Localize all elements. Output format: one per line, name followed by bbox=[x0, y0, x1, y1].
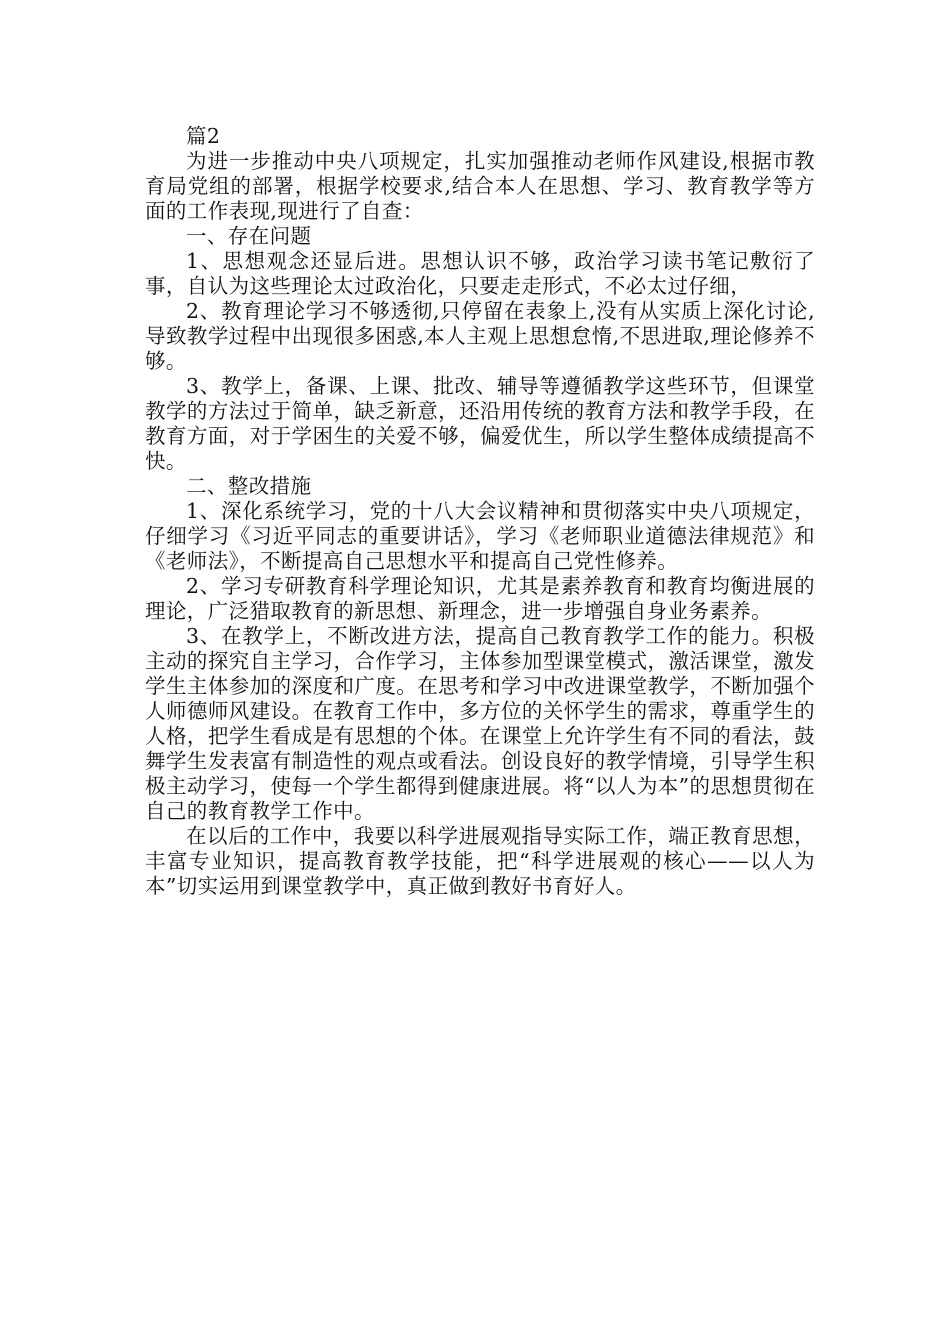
closing-paragraph: 在以后的工作中，我要以科学进展观指导实际工作，端正教育思想，丰富专业知识，提高教育教学技能，把“科学进展观的核心——以人为本”切实运用到课堂教学中，真正做到教好书育好人。 bbox=[145, 824, 815, 898]
intro-paragraph: 为进一步推动中央八项规定，扎实加强推动老师作风建设,根据市教育局党组的部署，根据学校要求,结合本人在思想、学习、教育教学等方面的工作表现,现进行了自查： bbox=[145, 149, 815, 223]
section-title-problems: 一、存在问题 bbox=[186, 224, 312, 248]
problem-item-3: 3、教学上，备课、上课、批改、辅导等遵循教学这些环节，但课堂教学的方法过于简单，缺乏新意，还沿用传统的教育方法和教学手段，在教育方面，对于学困生的关爱不够，偏爱优生，所以学生整体成绩提高不快。 bbox=[145, 374, 815, 473]
document-body bbox=[145, 124, 815, 899]
problem-item-2: 2、教育理论学习不够透彻,只停留在表象上,没有从实质上深化讨论,导致教学过程中出现很多困惑,本人主观上思想怠惰,不思进取,理论修养不够。 bbox=[145, 299, 815, 373]
problem-item-1: 1、思想观念还显后进。思想认识不够，政治学习读书笔记敷衍了事，自认为这些理论太过政治化，只要走走形式，不必太过仔细， bbox=[145, 249, 815, 298]
section-heading: 篇2 bbox=[186, 124, 221, 148]
measure-item-2: 2、学习专研教育科学理论知识，尤其是素养教育和教育均衡进展的理论，广泛猎取教育的新思想、新理念，进一步增强自身业务素养。 bbox=[145, 574, 815, 623]
measure-item-3: 3、在教学上，不断改进方法，提高自己教育教学工作的能力。积极主动的探究自主学习，合作学习，主体参加型课堂模式，激活课堂，激发学生主体参加的深度和广度。在思考和学习中改进课堂教学，不断加强个人师德师风建设。在教育工作中，多方位的关怀学生的需求，尊重学生的人格，把学生看成是有思想的个体。在课堂上允许学生有不同的看法，鼓舞学生发表富有制造性的观点或看法。创设良好的教学情境，引导学生积极主动学习，使每一个学生都得到健康进展。将“以人为本”的思想贯彻在自己的教育教学工作中。 bbox=[145, 624, 815, 823]
measure-item-1: 1、深化系统学习，党的十八大会议精神和贯彻落实中央八项规定，仔细学习《习近平同志的重要讲话》，学习《老师职业道德法律规范》和《老师法》，不断提高自己思想水平和提高自己党性修养。 bbox=[145, 499, 815, 573]
section-title-measures: 二、整改措施 bbox=[186, 474, 312, 498]
